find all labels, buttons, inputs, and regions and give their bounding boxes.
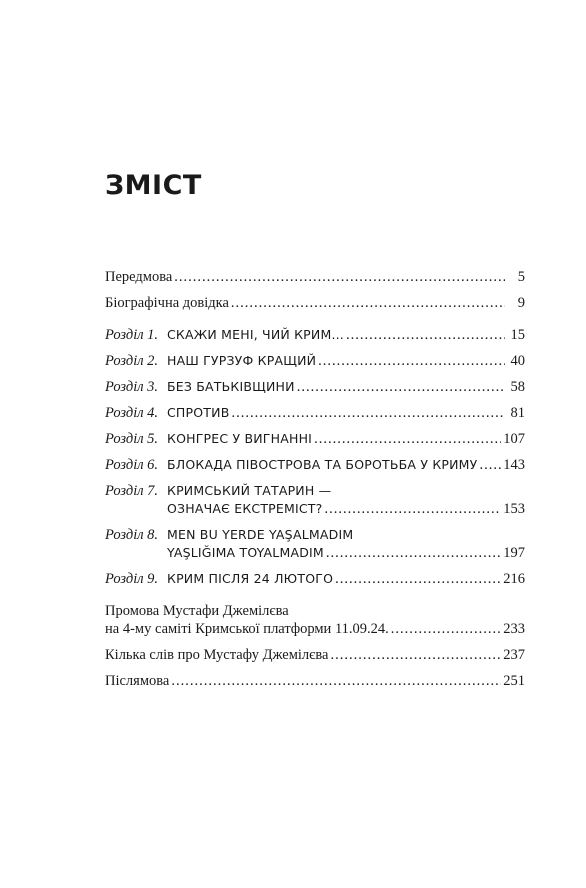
dot-leader	[231, 404, 505, 422]
toc-chapter-9[interactable]	[105, 570, 525, 588]
toc-page-number: 251	[503, 673, 525, 689]
chapter-number: Розділ 5.	[105, 431, 159, 447]
dot-leader	[480, 456, 502, 474]
toc-entry-title: Передмова	[105, 269, 173, 285]
dot-leader	[314, 430, 501, 448]
chapter-number: Розділ 8.	[105, 527, 159, 543]
dot-leader	[346, 326, 505, 344]
chapter-number: Розділ 6.	[105, 457, 159, 473]
dot-leader	[231, 294, 505, 312]
chapter-title-continued: YAŞLIĞIMA TOYALMADIM	[167, 545, 324, 560]
toc-entry-about[interactable]	[105, 646, 525, 664]
toc-page-number: 233	[503, 621, 525, 637]
chapter-number: Розділ 3.	[105, 379, 159, 395]
dot-leader	[330, 646, 501, 664]
toc-page-number: 237	[503, 647, 525, 663]
toc-entry-biography[interactable]	[105, 294, 525, 312]
chapter-title: БЛОКАДА ПІВОСТРОВА ТА БОРОТЬБА У КРИМУ	[167, 457, 478, 472]
toc-page-number: 153	[503, 501, 525, 517]
toc-page-number: 107	[503, 431, 525, 447]
toc-chapter-1[interactable]	[105, 326, 525, 344]
chapter-title: БЕЗ БАТЬКІВЩИНИ	[167, 379, 295, 394]
dot-leader	[335, 570, 501, 588]
dot-leader	[174, 268, 505, 286]
chapter-title: КРИМ ПІСЛЯ 24 ЛЮТОГО	[167, 571, 334, 586]
table-of-contents	[105, 268, 525, 690]
toc-page-number: 197	[503, 545, 525, 561]
chapter-number: Розділ 2.	[105, 353, 159, 369]
toc-chapter-8[interactable]	[105, 526, 525, 562]
dot-leader	[318, 352, 505, 370]
chapter-title: КОНГРЕС У ВИГНАННІ	[167, 431, 313, 446]
page-title: ЗМІСТ	[105, 170, 202, 201]
toc-page-number: 40	[510, 353, 525, 369]
chapter-title: КРИМСЬКИЙ ТАТАРИН —	[167, 483, 332, 498]
chapter-title: СПРОТИВ	[167, 405, 230, 420]
chapter-title: СКАЖИ МЕНІ, ЧИЙ КРИМ...	[167, 327, 344, 342]
toc-entry-title: Біографічна довідка	[105, 295, 229, 311]
toc-entry-afterword[interactable]	[105, 672, 525, 690]
toc-chapter-6[interactable]	[105, 456, 525, 474]
chapter-number: Розділ 7.	[105, 483, 159, 499]
chapter-number: Розділ 4.	[105, 405, 159, 421]
dot-leader	[171, 672, 501, 690]
toc-entry-speech[interactable]	[105, 602, 525, 638]
toc-entry-title-continued: на 4-му саміті Кримської платформи 11.09.24.	[105, 621, 389, 637]
dot-leader	[326, 544, 501, 562]
chapter-title: MEN BU YERDE YAŞALMADIM	[167, 527, 354, 542]
toc-page-number: 58	[510, 379, 525, 395]
dot-leader	[391, 620, 501, 638]
toc-entry-title: Післямова	[105, 673, 170, 689]
toc-entry-foreword[interactable]	[105, 268, 525, 286]
toc-chapter-4[interactable]	[105, 404, 525, 422]
chapter-number: Розділ 9.	[105, 571, 159, 587]
toc-page-number: 5	[517, 269, 525, 285]
toc-page-number: 15	[510, 327, 525, 343]
chapter-number: Розділ 1.	[105, 327, 159, 343]
dot-leader	[297, 378, 505, 396]
toc-page-number: 143	[503, 457, 525, 473]
toc-page-number: 81	[510, 405, 525, 421]
toc-chapter-3[interactable]	[105, 378, 525, 396]
toc-chapter-7[interactable]	[105, 482, 525, 518]
toc-entry-title: Кілька слів про Мустафу Джемілєва	[105, 647, 329, 663]
dot-leader	[324, 500, 501, 518]
toc-page-number: 9	[517, 295, 525, 311]
toc-page-number: 216	[503, 571, 525, 587]
toc-chapter-5[interactable]	[105, 430, 525, 448]
chapter-title: НАШ ГУРЗУФ КРАЩИЙ	[167, 353, 317, 368]
chapter-title-continued: ОЗНАЧАЄ ЕКСТРЕМІСТ?	[167, 501, 323, 516]
toc-entry-title: Промова Мустафи Джемілєва	[105, 603, 289, 619]
toc-chapter-2[interactable]	[105, 352, 525, 370]
